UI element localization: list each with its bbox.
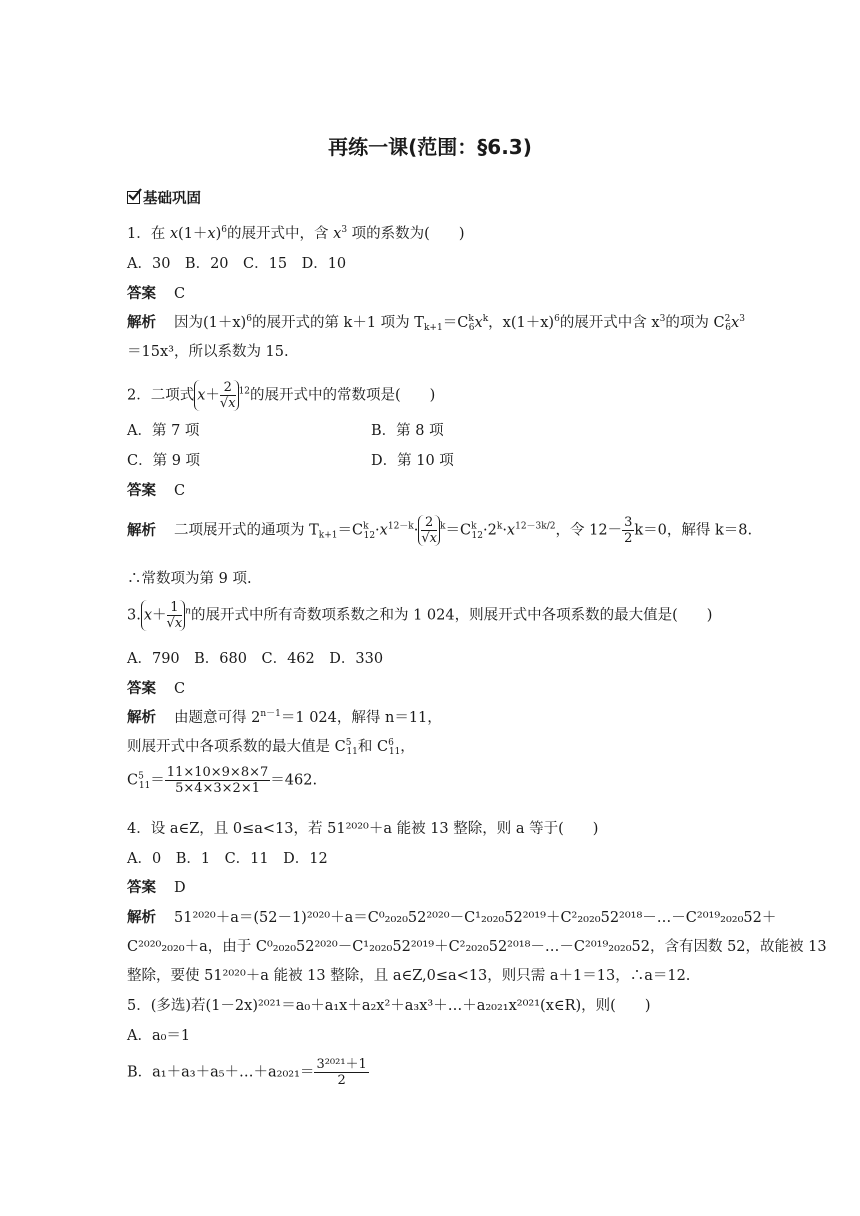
question-2-conclusion: ∴常数项为第 9 项. [127,571,252,587]
question-2-option-d: D．第 10 项 [371,453,454,469]
question-5-option-b: B．a₁＋a₃＋a₅＋…＋a₂₀₂₁＝ $\frac{\text{3²⁰²¹＋1}}{2}$ [127,1057,367,1088]
page-title: 再练一课(范围：§6.3) [328,135,532,159]
question-4: 4．设 a∈Z，且 0≤a<13，若 51²⁰²⁰＋a 能被 13 整除，则 a 等于( ) [127,821,599,837]
question-4-answer: 答案 D [127,880,186,896]
question-3-options: A．790 B．680 C．462 D．330 [127,651,384,667]
question-1-options: A．30 B．20 C．15 D．10 [127,256,347,272]
question-4-analysis-line2: C²⁰²⁰₂₀₂₀＋a，由于 C⁰₂₀₂₀52²⁰²⁰－C¹₂₀₂₀52²⁰¹⁹＋C²₂₀₂₀52²⁰¹⁸－…－C²⁰¹⁹₂₀₂₀52，含有因数 52，故能被 13 [127,939,827,955]
question-4-analysis-line3: 整除，要使 51²⁰²⁰＋a 能被 13 整除，且 a∈Z,0≤a<13，则只需 a＋1＝13，∴a＝12. [127,968,691,984]
checkbox-icon [127,191,140,204]
section-heading [127,187,201,208]
question-5: 5．(多选)若(1－2x)²⁰²¹＝a₀＋a₁x＋a₂x²＋a₃x³＋…＋a₂₀₂₁x²⁰²¹(x∈R)，则( ) [127,998,651,1014]
question-3: 3. x＋ $\frac{1}{√x}$ $^n$的展开式中所有奇数项系数之和为 1 024，则展开式中各项系数的最大值是( ) [127,600,713,631]
question-5-option-a: A．a₀＝1 [127,1028,191,1044]
section-title: 基础巩固 [143,191,201,207]
question-4-analysis: 解析 51²⁰²⁰＋a＝(52－1)²⁰²⁰＋a＝C⁰₂₀₂₀52²⁰²⁰－C¹₂₀₂₀52²⁰¹⁹＋C²₂₀₂₀52²⁰¹⁸－…－C²⁰¹⁹₂₀₂₀52＋ [127,910,777,926]
question-1-analysis: 解析 因为$(1+x)^6$的展开式的第 k＋1 项为 $T_{k+1}=C^k_6x^k$，$x(1+x)^6$的展开式中含 $x^3$的项为 $C^2_6x^3$ [127,314,745,333]
question-4-options: A．0 B．1 C．11 D．12 [127,851,328,867]
question-3-analysis: 解析 由题意可得 $2^{n-1}=1$ 024，解得 n＝11， [127,709,442,726]
question-1-analysis-cont: ＝15x³，所以系数为 15. [127,344,289,360]
question-3-analysis-line2: 则展开式中各项系数的最大值是 $C^5_{11}$和 $C^6_{11}$， [127,738,415,757]
question-2-analysis: 解析 二项展开式的通项为 $T_{k+1}=C^k_{12}\cdot x^{12-k}\cdot$ $\frac{2}{√x}$ $^k=C^k_{12}\cdot 2^k\cdot x^{12-3k/2}$，令 12－ $\frac{3}{2}$ k＝0，解得 k＝8. [127,515,753,546]
question-1-answer: 答案 C [127,286,186,302]
question-3-analysis-line3: $C^5_{11}=$ $\frac{11\times 10\times 9\times 8\times 7}{5\times 4\times 3\times 2\times 1}$ ＝462. [127,765,318,796]
question-3-answer: 答案 C [127,681,186,697]
question-2: 2．二项式 x＋ $\frac{2}{√x}$ $^{12}$的展开式中的常数项是( ) [127,380,436,411]
question-2-answer: 答案 C [127,483,186,499]
question-2-option-a: A．第 7 项 [127,423,200,439]
question-2-option-c: C．第 9 项 [127,453,201,469]
question-1: 1．在 $x(1+x)^6$的展开式中，含 $x^3$ 项的系数为( ) [127,225,465,242]
question-2-option-b: B．第 8 项 [371,423,444,439]
